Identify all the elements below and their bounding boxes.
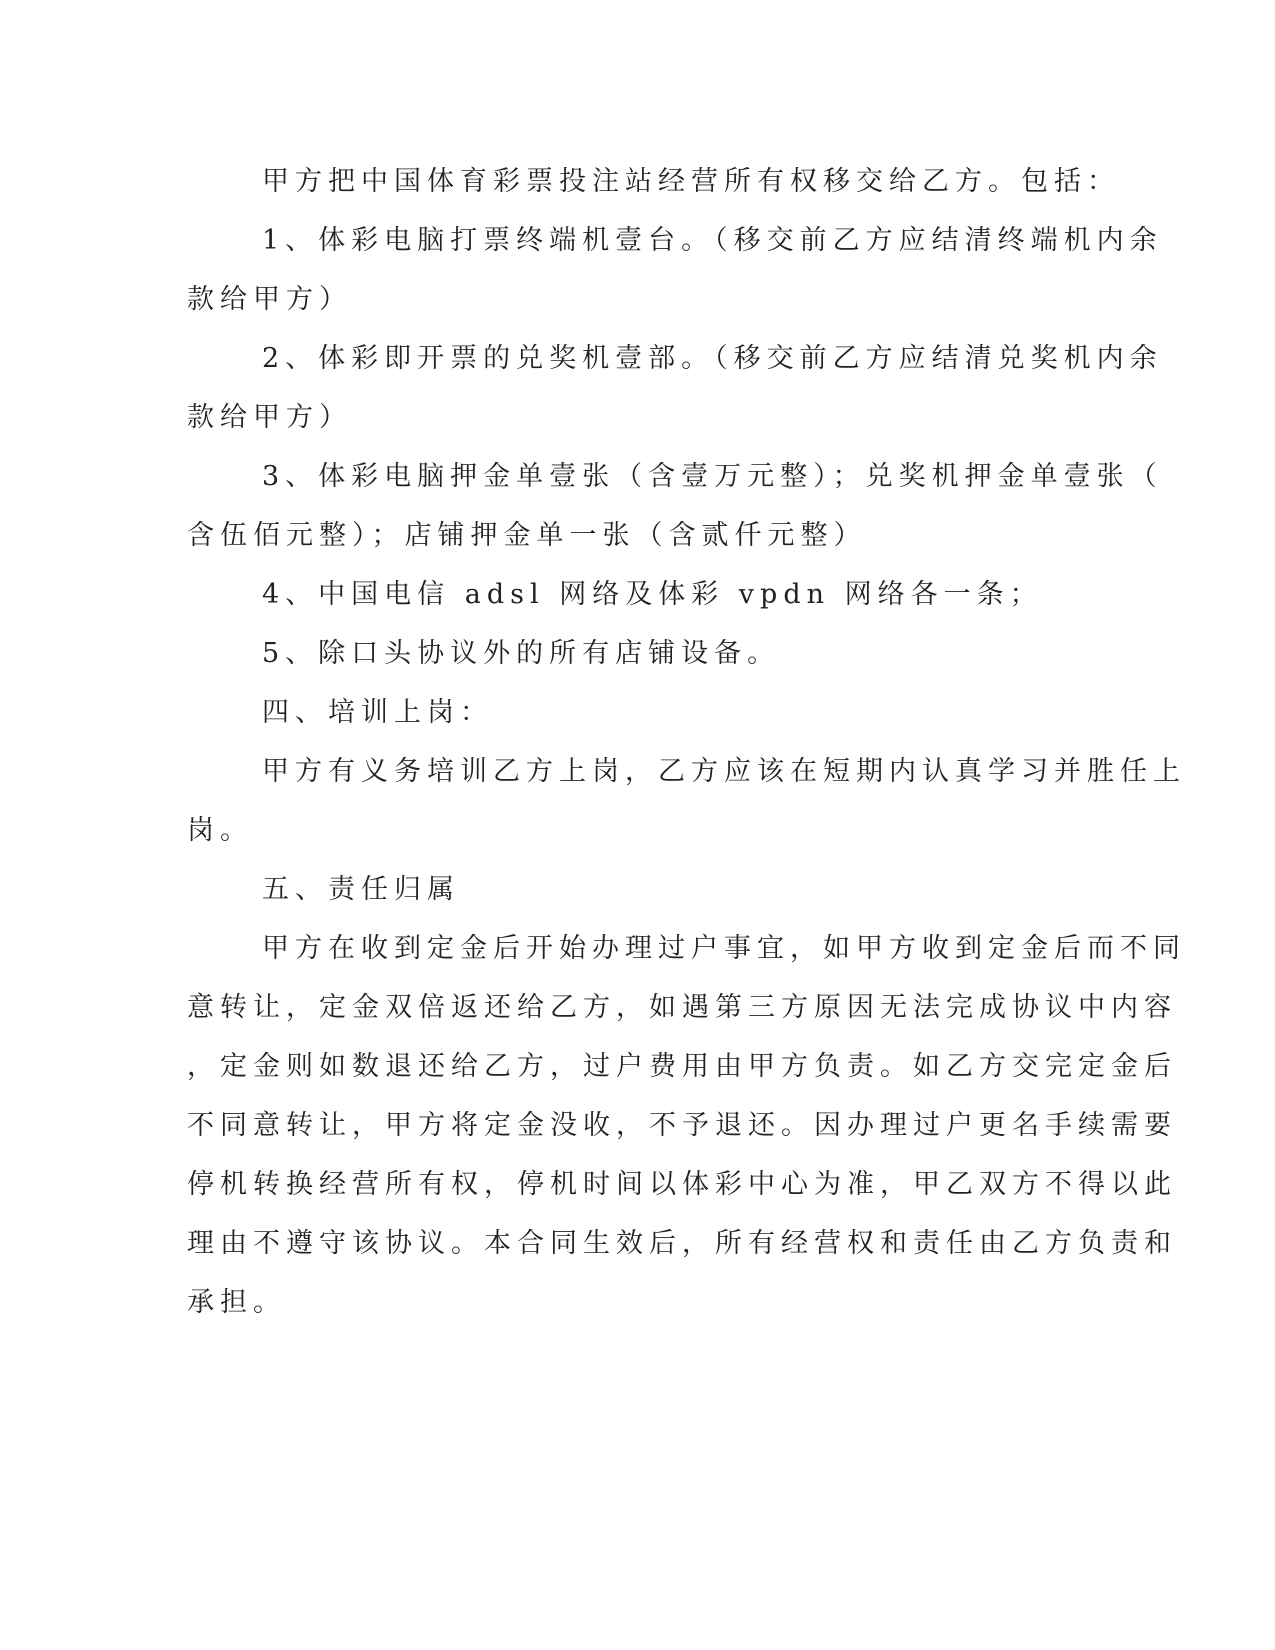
section-5-line-2: 意转让，定金双倍返还给乙方，如遇第三方原因无法完成协议中内容: [187, 992, 1177, 1023]
item-5: 5、除口头协议外的所有店铺设备。: [262, 638, 781, 669]
section-5-line-1: 甲方在收到定金后开始办理过户事宜，如甲方收到定金后而不同: [262, 933, 1186, 964]
item-1-line-1: 1、体彩电脑打票终端机壹台。（移交前乙方应结清终端机内余: [262, 225, 1163, 256]
section-4-heading: 四、培训上岗：: [262, 697, 493, 728]
section-5-heading: 五、责任归属: [262, 874, 460, 905]
section-4-line-2: 岗。: [187, 815, 253, 846]
paragraph-transfer-intro: 甲方把中国体育彩票投注站经营所有权移交给乙方。包括：: [262, 166, 1120, 197]
section-5-line-6: 理由不遵守该协议。本合同生效后，所有经营权和责任由乙方负责和: [187, 1228, 1177, 1259]
item-2-line-2: 款给甲方）: [187, 402, 352, 433]
item-4: 4、中国电信 adsl 网络及体彩 vpdn 网络各一条；: [262, 579, 1043, 610]
item-1-line-2: 款给甲方）: [187, 284, 352, 315]
section-4-line-1: 甲方有义务培训乙方上岗，乙方应该在短期内认真学习并胜任上: [262, 756, 1186, 787]
item-2-line-1: 2、体彩即开票的兑奖机壹部。（移交前乙方应结清兑奖机内余: [262, 343, 1163, 374]
item-3-line-2: 含伍佰元整）；店铺押金单一张（含贰仟元整）: [187, 520, 867, 551]
section-5-line-3: ，定金则如数退还给乙方，过户费用由甲方负责。如乙方交完定金后: [187, 1051, 1177, 1082]
section-5-line-4: 不同意转让，甲方将定金没收，不予退还。因办理过户更名手续需要: [187, 1110, 1177, 1141]
item-3-line-1: 3、体彩电脑押金单壹张（含壹万元整）；兑奖机押金单壹张（: [262, 461, 1163, 492]
section-5-line-5: 停机转换经营所有权，停机时间以体彩中心为准，甲乙双方不得以此: [187, 1169, 1177, 1200]
section-5-line-7: 承担。: [187, 1287, 286, 1318]
